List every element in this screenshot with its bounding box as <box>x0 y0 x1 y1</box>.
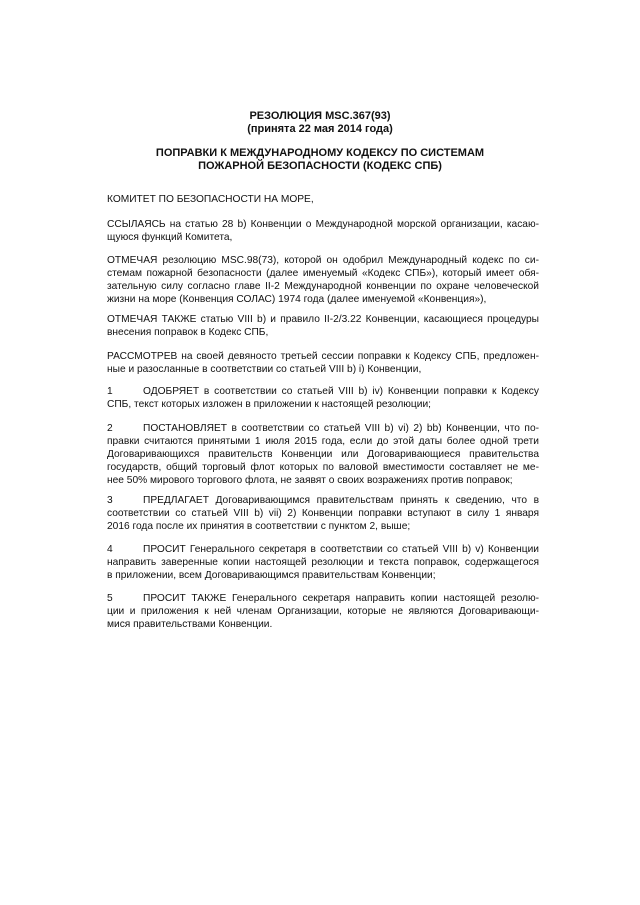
paragraph-line: Договаривающихся правительств Конвенции или Договаривающиеся правительства <box>107 449 539 460</box>
item-first-line <box>107 494 539 507</box>
item-number: 3 <box>107 495 113 506</box>
noting-paragraph <box>107 254 539 306</box>
item-first-line <box>107 592 539 605</box>
amendments-title-line-1: ПОПРАВКИ К МЕЖДУНАРОДНОМУ КОДЕКСУ ПО СИСТЕМАМ <box>155 147 485 159</box>
paragraph-line: государств, общий торговый флот которых по валовой вместимости составляет не ме- <box>107 462 539 473</box>
paragraph-line: ные и разосланные в соответствии со статьей VIII b) i) Конвенции, <box>107 364 422 375</box>
committee-line <box>107 193 539 206</box>
item-first-line <box>107 422 539 435</box>
item-number: 4 <box>107 544 113 555</box>
paragraph-line: ПРЕДЛАГАЕТ Договаривающимся правительствам принять к сведению, что в <box>143 495 539 506</box>
operative-item-4 <box>107 543 539 582</box>
paragraph-line: ССЫЛАЯСЬ на статью 28 b) Конвенции о Международной морской организации, касаю- <box>107 219 539 230</box>
recall-paragraph <box>107 218 539 244</box>
paragraph-line: ОТМЕЧАЯ ТАКЖЕ статью VIII b) и правило II-2/3.22 Конвенции, касающиеся процедуры <box>107 314 539 325</box>
amendments-title <box>100 147 540 173</box>
operative-item-2 <box>107 422 539 487</box>
paragraph-line: зательную силу согласно главе II-2 Международной конвенции по охране человеческой <box>107 281 539 292</box>
operative-item-3 <box>107 494 539 533</box>
paragraph-line: направить заверенные копии настоящей резолюции и текста поправок, содержащегося <box>107 557 539 568</box>
item-first-line <box>107 543 539 556</box>
paragraph-line: стемам пожарной безопасности (далее именуемый «Кодекс СПБ»), который имеет обя- <box>107 268 539 279</box>
noting-also-paragraph <box>107 313 539 339</box>
paragraph-line: соответствии со статьей VIII b) vii) 2) Конвенции поправки вступают в силу 1 января <box>107 508 539 519</box>
paragraph-line: щуюся функций Комитета, <box>107 232 233 243</box>
paragraph-line: жизни на море (Конвенция СОЛАС) 1974 года (далее именуемой «Конвенция»), <box>107 294 487 305</box>
operative-item-1 <box>107 385 539 411</box>
operative-item-5 <box>107 592 539 631</box>
paragraph-line: в приложении, всем Договаривающимся правительствам Конвенции; <box>107 570 436 581</box>
resolution-title: РЕЗОЛЮЦИЯ MSC.367(93) <box>249 110 391 122</box>
resolution-header <box>100 110 540 136</box>
paragraph-line: РАССМОТРЕВ на своей девяносто третьей сессии поправки к Кодексу СПБ, предложен- <box>107 351 539 362</box>
paragraph-line: ПРОСИТ Генерального секретаря в соответствии со статьей VIII b) v) Конвенции <box>143 544 539 555</box>
considered-paragraph <box>107 350 539 376</box>
paragraph-line: ОДОБРЯЕТ в соответствии со статьей VIII b) iv) Конвенции поправки к Кодексу <box>143 386 539 397</box>
paragraph-line: ции и приложения к ней членам Организации, которые не являются Договаривающи- <box>107 606 539 617</box>
item-number: 1 <box>107 386 113 397</box>
paragraph-line: ПОСТАНОВЛЯЕТ в соответствии со статьей VIII b) vi) 2) bb) Конвенции, что по- <box>143 423 539 434</box>
paragraph-line: ОТМЕЧАЯ резолюцию MSC.98(73), которой он одобрил Международный кодекс по си- <box>107 255 539 266</box>
item-number: 5 <box>107 593 113 604</box>
paragraph-line: 2016 года после их принятия в соответствии с пунктом 2, выше; <box>107 521 411 532</box>
adoption-date: (принята 22 мая 2014 года) <box>247 123 393 135</box>
paragraph-line: мися правительствами Конвенции. <box>107 619 273 630</box>
paragraph-line: правки считаются принятыми 1 июля 2015 года, если до этой даты более одной трети <box>107 436 539 447</box>
amendments-title-line-2: ПОЖАРНОЙ БЕЗОПАСНОСТИ (КОДЕКС СПБ) <box>198 160 442 172</box>
paragraph-line: ПРОСИТ ТАКЖЕ Генерального секретаря направить копии настоящей резолю- <box>143 593 539 604</box>
committee-text: КОМИТЕТ ПО БЕЗОПАСНОСТИ НА МОРЕ, <box>107 194 314 205</box>
paragraph-line: нее 50% мирового торгового флота, не заявят о своих возражениях против поправок; <box>107 475 513 486</box>
item-first-line <box>107 385 539 398</box>
paragraph-line: внесения поправок в Кодекс СПБ, <box>107 327 269 338</box>
paragraph-line: СПБ, текст которых изложен в приложении к настоящей резолюции; <box>107 399 431 410</box>
item-number: 2 <box>107 423 113 434</box>
